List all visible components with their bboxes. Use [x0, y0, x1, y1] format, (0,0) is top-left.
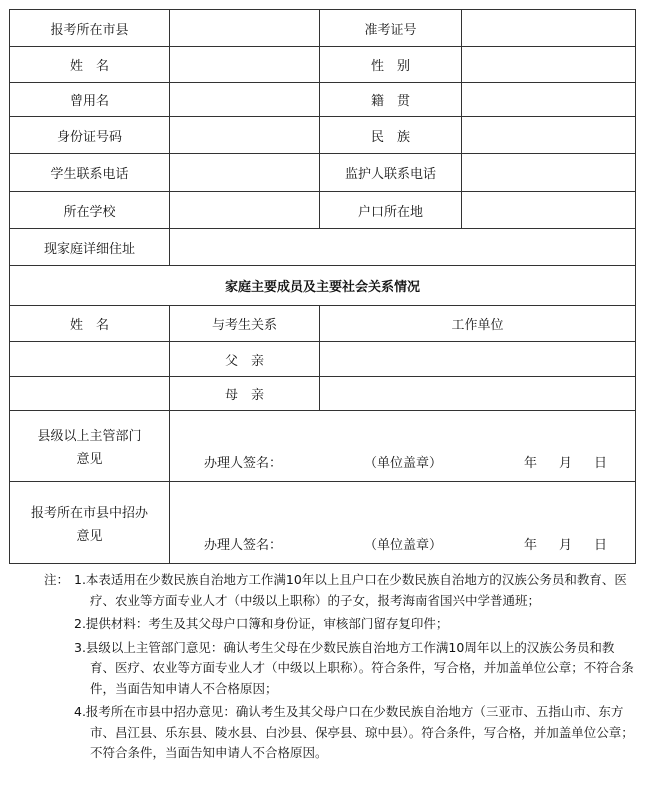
label-native-place: 籍 贯 — [320, 83, 462, 117]
label-hukou: 户口所在地 — [320, 192, 462, 229]
label-ethnicity: 民 族 — [320, 117, 462, 154]
field-ticket-no[interactable] — [462, 10, 636, 47]
field-father-name[interactable] — [10, 342, 170, 377]
label-id-no: 身份证号码 — [10, 117, 170, 154]
notes-prefix: 注： — [44, 572, 70, 587]
field-mother-name[interactable] — [10, 377, 170, 411]
county-opinion-field[interactable] — [170, 411, 636, 482]
family-col-relation: 与考生关系 — [170, 306, 320, 342]
note-item-3: 3.县级以上主管部门意见：确认考生父母在少数民族自治地方工作满10周年以上的汉族公务员和教育、医疗、农业等方面专业人才（中级以上职称）。符合条件，写合格，并加盖单位公章；不符合条件，当面告知申请人不合格原因； — [74, 639, 634, 696]
field-ethnicity[interactable] — [462, 117, 636, 154]
county-opinion-label-line1: 县级以上主管部门 — [37, 429, 142, 444]
family-section-title: 家庭主要成员及主要社会关系情况 — [10, 266, 636, 306]
field-father-work[interactable] — [320, 342, 636, 377]
field-school[interactable] — [170, 192, 320, 229]
city-opinion-label-line1: 报考所在市县中招办 — [30, 505, 148, 521]
field-exam-city[interactable] — [170, 10, 320, 47]
city-seal-label: （单位盖章） — [363, 538, 442, 553]
city-month: 月 — [558, 538, 572, 553]
field-gender[interactable] — [462, 47, 636, 83]
label-home-address: 现家庭详细住址 — [10, 229, 170, 266]
county-opinion-label-line2: 意见 — [76, 452, 103, 467]
city-opinion-field[interactable] — [170, 482, 636, 564]
county-month: 月 — [558, 456, 572, 471]
note-item-2: 2.提供材料：考生及其父母户口簿和身份证，审核部门留存复印件； — [74, 616, 449, 631]
field-name[interactable] — [170, 47, 320, 83]
relation-mother: 母 亲 — [170, 377, 320, 411]
field-former-name[interactable] — [170, 83, 320, 117]
county-seal-label: （单位盖章） — [363, 456, 442, 471]
relation-father: 父 亲 — [170, 342, 320, 377]
field-id-no[interactable] — [170, 117, 320, 154]
field-student-phone[interactable] — [170, 154, 320, 192]
city-opinion-label-line2: 意见 — [76, 528, 103, 544]
label-gender: 性 别 — [320, 47, 462, 83]
city-date — [524, 534, 607, 553]
notes-list — [74, 570, 634, 767]
county-year: 年 — [523, 456, 537, 471]
city-opinion-label — [10, 482, 170, 564]
family-col-work: 工作单位 — [320, 306, 636, 342]
county-date — [524, 452, 607, 471]
field-home-address[interactable] — [170, 229, 636, 266]
note-item-4: 4.报考所在市县中招办意见：确认考生及其父母户口在少数民族自治地方（三亚市、五指山市、东方市、昌江县、乐东县、陵水县、白沙县、保亭县、琼中县）。符合条件，写合格，并加盖单位公章；不符合条件，当面告知申请人不合格原因。 — [74, 704, 634, 760]
label-former-name: 曾用名 — [10, 83, 170, 117]
county-day: 日 — [593, 456, 607, 471]
family-col-name: 姓 名 — [10, 306, 170, 342]
label-exam-city: 报考所在市县 — [10, 10, 170, 47]
county-opinion-label — [10, 411, 170, 482]
field-guardian-phone[interactable] — [462, 154, 636, 192]
label-student-phone: 学生联系电话 — [10, 154, 170, 192]
label-name: 姓 名 — [10, 47, 170, 83]
field-mother-work[interactable] — [320, 377, 636, 411]
city-day: 日 — [593, 538, 607, 553]
county-signer-label: 办理人签名： — [204, 456, 283, 471]
city-year: 年 — [523, 538, 537, 553]
city-signer-label: 办理人签名： — [204, 538, 283, 553]
field-native-place[interactable] — [462, 83, 636, 117]
field-hukou[interactable] — [462, 192, 636, 229]
application-form — [9, 9, 636, 564]
label-guardian-phone: 监护人联系电话 — [320, 154, 462, 192]
label-school: 所在学校 — [10, 192, 170, 229]
note-item-1: 1.本表适用在少数民族自治地方工作满10年以上且户口在少数民族自治地方的汉族公务员和教育、医疗、农业等方面专业人才（中级以上职称）的子女，报考海南省国兴中学普通班； — [74, 572, 627, 608]
label-ticket-no: 准考证号 — [320, 10, 462, 47]
